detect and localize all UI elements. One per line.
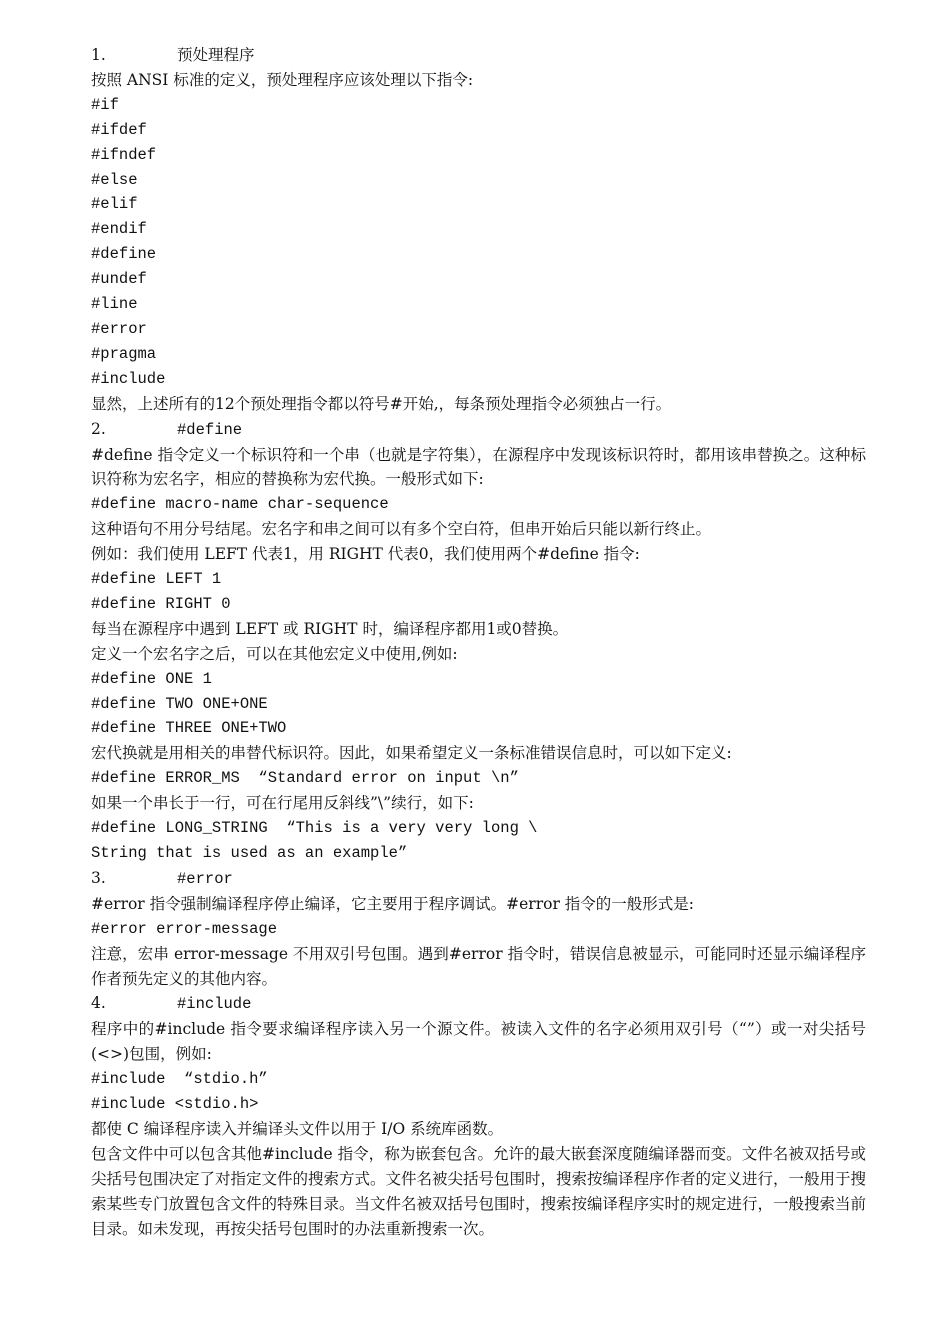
section-heading-1 xyxy=(91,43,866,68)
paragraph: #define 指令定义一个标识符和一个串（也就是字符集），在源程序中发现该标识符时，都用该串替换之。这种标识符称为宏名字，相应的替换称为宏代换。一般形式如下: xyxy=(91,445,866,489)
section-heading-2 xyxy=(91,417,866,443)
paragraph: 都使 C 编译程序读入并编译头文件以用于 I/O 系统库函数。 xyxy=(91,1119,504,1138)
paragraph: 显然，上述所有的12个预处理指令都以符号#开始,，每条预处理指令必须独占一行。 xyxy=(91,394,672,413)
section-heading-3 xyxy=(91,866,866,892)
paragraph: 包含文件中可以包含其他#include 指令，称为嵌套包含。允许的最大嵌套深度随编译器而变。文件名被双括号或尖括号包围决定了对指定文件的搜索方式。文件名被尖括号包围时，搜索按编译程序作者的定义进行，一般用于搜索某些专门放置包含文件的特殊目录。当文件名被双括号包围时，搜索按编译程序实时的规定进行，一般搜索当前目录。如未发现，再按尖括号包围时的办法重新搜索一次。 xyxy=(91,1144,867,1238)
directive-item: #endif xyxy=(91,220,147,239)
paragraph: #error 指令强制编译程序停止编译，它主要用于程序调试。#error 指令的一般形式是: xyxy=(91,894,695,913)
code-line: #define TWO ONE+ONE xyxy=(91,694,268,713)
code-line: #define macro-name char-sequence xyxy=(91,495,389,514)
code-line: #include <stdio.h> xyxy=(91,1095,259,1114)
code-line: #define THREE ONE+TWO xyxy=(91,719,287,738)
directive-item: #ifndef xyxy=(91,145,157,164)
document-page xyxy=(91,43,866,1242)
code-line: #define ERROR_MS “Standard error on input \n” xyxy=(91,769,519,788)
directive-item: #include xyxy=(91,369,166,388)
paragraph: 程序中的#include 指令要求编译程序读入另一个源文件。被读入文件的名字必须用双引号（“”）或一对尖括号(<>)包围，例如: xyxy=(91,1020,866,1064)
code-line: #define ONE 1 xyxy=(91,669,212,688)
section-number: 1. xyxy=(91,46,106,64)
paragraph: 这种语句不用分号结尾。宏名字和串之间可以有多个空白符，但串开始后只能以新行终止。 xyxy=(91,520,712,539)
code-line: String that is used as an example” xyxy=(91,844,408,862)
section-title: #include xyxy=(177,995,252,1014)
directive-item: #error xyxy=(91,319,147,338)
paragraph: 定义一个宏名字之后，可以在其他宏定义中使用,例如: xyxy=(91,644,458,663)
directive-item: #elif xyxy=(91,195,138,214)
directive-item: #define xyxy=(91,245,157,264)
paragraph: 例如：我们使用 LEFT 代表1，用 RIGHT 代表0，我们使用两个#define 指令: xyxy=(91,545,640,564)
section-title: 预处理程序 xyxy=(177,46,255,64)
directive-item: #line xyxy=(91,295,138,314)
paragraph: 按照 ANSI 标准的定义，预处理程序应该处理以下指令: xyxy=(91,70,474,89)
code-line: #define LEFT 1 xyxy=(91,570,222,589)
section-heading-4 xyxy=(91,991,866,1017)
paragraph: 注意，宏串 error-message 不用双引号包围。遇到#error 指令时，错误信息被显示，可能同时还显示编译程序作者预先定义的其他内容。 xyxy=(91,944,866,988)
code-line: #include “stdio.h” xyxy=(91,1070,268,1089)
section-number: 2. xyxy=(91,419,106,438)
code-line: #define LONG_STRING “This is a very very long \ xyxy=(91,819,538,838)
paragraph: 如果一个串长于一行，可在行尾用反斜线”\”续行，如下: xyxy=(91,794,474,813)
code-line: #define RIGHT 0 xyxy=(91,594,231,613)
paragraph: 宏代换就是用相关的串替代标识符。因此，如果希望定义一条标准错误信息时，可以如下定义: xyxy=(91,744,732,763)
section-number: 3. xyxy=(91,868,106,887)
code-line: #error error-message xyxy=(91,919,278,938)
section-title: #error xyxy=(177,869,233,888)
section-number: 4. xyxy=(91,994,106,1013)
directive-item: #pragma xyxy=(91,344,157,363)
directive-item: #ifdef xyxy=(91,120,147,139)
directive-item: #undef xyxy=(91,270,147,289)
directive-item: #if xyxy=(91,95,119,114)
paragraph: 每当在源程序中遇到 LEFT 或 RIGHT 时，编译程序都用1或0替换。 xyxy=(91,619,569,638)
directive-item: #else xyxy=(91,170,138,189)
section-title: #define xyxy=(177,420,243,439)
